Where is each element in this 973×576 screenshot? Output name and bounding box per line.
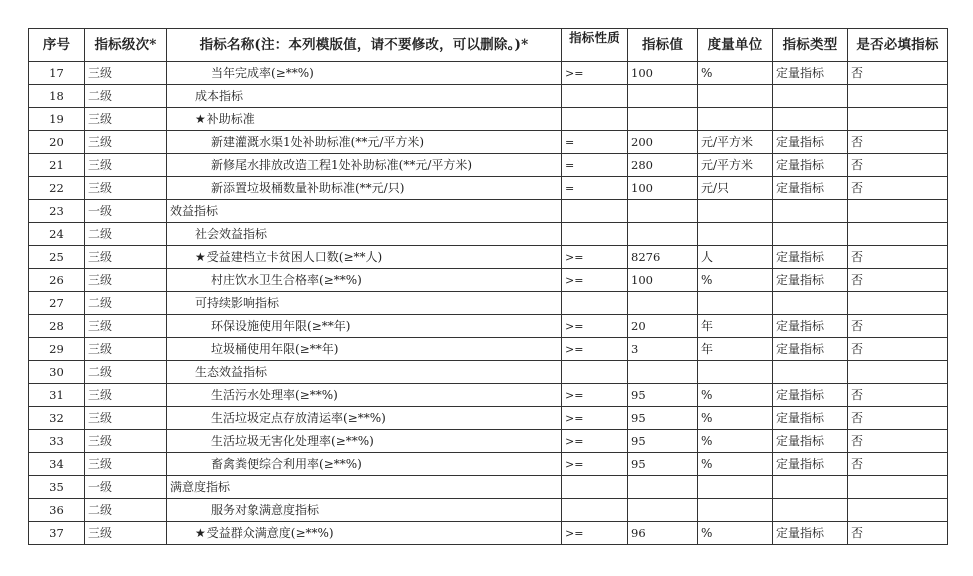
cell-type[interactable] bbox=[773, 292, 848, 315]
cell-type[interactable]: 定量指标 bbox=[773, 269, 848, 292]
cell-nature[interactable]: >= bbox=[562, 407, 628, 430]
cell-required[interactable] bbox=[848, 476, 948, 499]
indicator-name: 当年完成率(≥**%) bbox=[211, 65, 314, 80]
cell-level[interactable]: 一级 bbox=[85, 476, 167, 499]
header-level: 指标级次* bbox=[85, 29, 167, 62]
cell-value[interactable]: 100 bbox=[628, 62, 698, 85]
cell-required[interactable]: 否 bbox=[848, 154, 948, 177]
cell-type[interactable]: 定量指标 bbox=[773, 246, 848, 269]
cell-name[interactable] bbox=[167, 476, 562, 499]
cell-nature[interactable]: >= bbox=[562, 430, 628, 453]
table-row[interactable] bbox=[29, 177, 948, 200]
cell-type[interactable]: 定量指标 bbox=[773, 62, 848, 85]
table-row[interactable] bbox=[29, 430, 948, 453]
cell-nature[interactable]: >= bbox=[562, 384, 628, 407]
cell-no[interactable]: 26 bbox=[29, 269, 85, 292]
indicator-name: 生态效益指标 bbox=[195, 364, 268, 379]
cell-type[interactable]: 定量指标 bbox=[773, 131, 848, 154]
cell-name[interactable] bbox=[167, 338, 562, 361]
table-row[interactable] bbox=[29, 108, 948, 131]
cell-no[interactable]: 17 bbox=[29, 62, 85, 85]
indicator-name: 畜禽粪便综合利用率(≥**%) bbox=[211, 456, 362, 471]
header-nature: 指标性质 bbox=[562, 29, 628, 62]
cell-required[interactable] bbox=[848, 200, 948, 223]
cell-type[interactable]: 定量指标 bbox=[773, 315, 848, 338]
cell-level[interactable]: 三级 bbox=[85, 453, 167, 476]
cell-name[interactable] bbox=[167, 384, 562, 407]
cell-required[interactable]: 否 bbox=[848, 177, 948, 200]
indicator-name: 社会效益指标 bbox=[195, 226, 268, 241]
header-name: 指标名称(注：本列模版值，请不要修改，可以删除。)* bbox=[167, 29, 562, 62]
indicator-name: 生活污水处理率(≥**%) bbox=[211, 387, 338, 402]
indicator-name: 新添置垃圾桶数量补助标准(**元/只) bbox=[211, 180, 405, 195]
cell-required[interactable]: 否 bbox=[848, 246, 948, 269]
cell-value[interactable]: 95 bbox=[628, 384, 698, 407]
indicator-name: 村庄饮水卫生合格率(≥**%) bbox=[211, 272, 362, 287]
table-row[interactable] bbox=[29, 453, 948, 476]
cell-nature[interactable]: >= bbox=[562, 522, 628, 545]
cell-type[interactable]: 定量指标 bbox=[773, 177, 848, 200]
indicator-name: 垃圾桶使用年限(≥**年) bbox=[211, 341, 339, 356]
indicator-name: 受益群众满意度(≥**%) bbox=[206, 525, 334, 540]
cell-unit[interactable]: 年 bbox=[698, 315, 773, 338]
table-row[interactable] bbox=[29, 223, 948, 246]
cell-nature[interactable]: >= bbox=[562, 246, 628, 269]
cell-value[interactable] bbox=[628, 361, 698, 384]
indicator-name: 可持续影响指标 bbox=[195, 295, 280, 310]
cell-nature[interactable]: >= bbox=[562, 453, 628, 476]
cell-type[interactable]: 定量指标 bbox=[773, 384, 848, 407]
cell-name[interactable] bbox=[167, 62, 562, 85]
table-row[interactable] bbox=[29, 85, 948, 108]
table-row[interactable] bbox=[29, 476, 948, 499]
cell-no[interactable]: 34 bbox=[29, 453, 85, 476]
table-row[interactable] bbox=[29, 499, 948, 522]
cell-required[interactable]: 否 bbox=[848, 338, 948, 361]
cell-type[interactable]: 定量指标 bbox=[773, 453, 848, 476]
cell-value[interactable] bbox=[628, 223, 698, 246]
cell-name[interactable] bbox=[167, 85, 562, 108]
cell-value[interactable]: 96 bbox=[628, 522, 698, 545]
cell-no[interactable]: 18 bbox=[29, 85, 85, 108]
cell-name[interactable] bbox=[167, 246, 562, 269]
indicator-name: 生活垃圾定点存放清运率(≥**%) bbox=[211, 410, 386, 425]
cell-unit[interactable] bbox=[698, 200, 773, 223]
cell-level[interactable]: 二级 bbox=[85, 361, 167, 384]
cell-nature[interactable] bbox=[562, 223, 628, 246]
cell-type[interactable]: 定量指标 bbox=[773, 522, 848, 545]
cell-required[interactable]: 否 bbox=[848, 407, 948, 430]
cell-name[interactable] bbox=[167, 430, 562, 453]
cell-name[interactable] bbox=[167, 315, 562, 338]
cell-value[interactable] bbox=[628, 499, 698, 522]
cell-level[interactable]: 三级 bbox=[85, 384, 167, 407]
cell-unit[interactable] bbox=[698, 108, 773, 131]
cell-no[interactable]: 35 bbox=[29, 476, 85, 499]
cell-value[interactable]: 8276 bbox=[628, 246, 698, 269]
indicator-name: 环保设施使用年限(≥**年) bbox=[211, 318, 351, 333]
cell-level[interactable]: 三级 bbox=[85, 338, 167, 361]
cell-unit[interactable]: 元/平方米 bbox=[698, 131, 773, 154]
cell-required[interactable] bbox=[848, 499, 948, 522]
indicator-name: 成本指标 bbox=[195, 88, 244, 103]
cell-value[interactable]: 200 bbox=[628, 131, 698, 154]
cell-level[interactable]: 二级 bbox=[85, 85, 167, 108]
cell-nature[interactable]: >= bbox=[562, 338, 628, 361]
cell-required[interactable]: 否 bbox=[848, 315, 948, 338]
cell-name[interactable] bbox=[167, 269, 562, 292]
indicator-name: 效益指标 bbox=[170, 203, 219, 218]
cell-level[interactable]: 三级 bbox=[85, 62, 167, 85]
cell-unit[interactable] bbox=[698, 499, 773, 522]
table-body bbox=[29, 62, 948, 545]
cell-nature[interactable] bbox=[562, 200, 628, 223]
table-row[interactable] bbox=[29, 338, 948, 361]
table-row[interactable] bbox=[29, 407, 948, 430]
cell-level[interactable]: 三级 bbox=[85, 131, 167, 154]
header-required: 是否必填指标 bbox=[848, 29, 948, 62]
indicator-name: 服务对象满意度指标 bbox=[211, 502, 320, 517]
cell-value[interactable]: 95 bbox=[628, 430, 698, 453]
header-value: 指标值 bbox=[628, 29, 698, 62]
cell-unit[interactable]: % bbox=[698, 522, 773, 545]
header-unit: 度量单位 bbox=[698, 29, 773, 62]
cell-no[interactable]: 29 bbox=[29, 338, 85, 361]
cell-required[interactable] bbox=[848, 223, 948, 246]
cell-nature[interactable] bbox=[562, 292, 628, 315]
cell-nature[interactable]: = bbox=[562, 154, 628, 177]
cell-required[interactable]: 否 bbox=[848, 453, 948, 476]
cell-no[interactable]: 22 bbox=[29, 177, 85, 200]
cell-name[interactable] bbox=[167, 223, 562, 246]
indicator-name: 新修尾水排放改造工程1处补助标准(**元/平方米) bbox=[211, 157, 473, 172]
cell-required[interactable] bbox=[848, 361, 948, 384]
cell-value[interactable] bbox=[628, 476, 698, 499]
cell-level[interactable]: 三级 bbox=[85, 108, 167, 131]
cell-name[interactable] bbox=[167, 200, 562, 223]
cell-no[interactable]: 25 bbox=[29, 246, 85, 269]
cell-no[interactable]: 23 bbox=[29, 200, 85, 223]
cell-unit[interactable] bbox=[698, 223, 773, 246]
star-icon: ★ bbox=[195, 249, 206, 264]
cell-value[interactable]: 20 bbox=[628, 315, 698, 338]
cell-unit[interactable] bbox=[698, 292, 773, 315]
cell-unit[interactable] bbox=[698, 85, 773, 108]
cell-type[interactable] bbox=[773, 499, 848, 522]
star-icon: ★ bbox=[195, 111, 206, 126]
cell-required[interactable]: 否 bbox=[848, 62, 948, 85]
cell-value[interactable]: 100 bbox=[628, 177, 698, 200]
cell-value[interactable] bbox=[628, 108, 698, 131]
cell-required[interactable] bbox=[848, 85, 948, 108]
cell-nature[interactable] bbox=[562, 108, 628, 131]
cell-name[interactable] bbox=[167, 154, 562, 177]
indicator-table bbox=[28, 28, 948, 545]
cell-name[interactable] bbox=[167, 292, 562, 315]
cell-name[interactable] bbox=[167, 453, 562, 476]
table-row[interactable] bbox=[29, 315, 948, 338]
table-row[interactable] bbox=[29, 522, 948, 545]
cell-value[interactable]: 100 bbox=[628, 269, 698, 292]
cell-required[interactable]: 否 bbox=[848, 384, 948, 407]
cell-name[interactable] bbox=[167, 177, 562, 200]
cell-unit[interactable]: % bbox=[698, 407, 773, 430]
table-row[interactable] bbox=[29, 200, 948, 223]
cell-no[interactable]: 19 bbox=[29, 108, 85, 131]
cell-unit[interactable]: % bbox=[698, 384, 773, 407]
cell-required[interactable] bbox=[848, 108, 948, 131]
table-row[interactable] bbox=[29, 154, 948, 177]
table-row[interactable] bbox=[29, 246, 948, 269]
cell-unit[interactable] bbox=[698, 476, 773, 499]
cell-required[interactable]: 否 bbox=[848, 131, 948, 154]
cell-type[interactable] bbox=[773, 476, 848, 499]
cell-level[interactable]: 三级 bbox=[85, 522, 167, 545]
cell-value[interactable] bbox=[628, 85, 698, 108]
table-row[interactable] bbox=[29, 131, 948, 154]
table-row[interactable] bbox=[29, 62, 948, 85]
cell-no[interactable]: 37 bbox=[29, 522, 85, 545]
cell-nature[interactable]: >= bbox=[562, 62, 628, 85]
cell-level[interactable]: 三级 bbox=[85, 315, 167, 338]
cell-no[interactable]: 27 bbox=[29, 292, 85, 315]
cell-value[interactable]: 95 bbox=[628, 407, 698, 430]
indicator-sheet bbox=[28, 28, 948, 545]
cell-name[interactable] bbox=[167, 522, 562, 545]
table-row[interactable] bbox=[29, 269, 948, 292]
cell-no[interactable]: 28 bbox=[29, 315, 85, 338]
cell-name[interactable] bbox=[167, 131, 562, 154]
indicator-name: 补助标准 bbox=[206, 111, 255, 126]
table-row[interactable] bbox=[29, 292, 948, 315]
cell-nature[interactable]: = bbox=[562, 177, 628, 200]
cell-type[interactable]: 定量指标 bbox=[773, 430, 848, 453]
cell-required[interactable]: 否 bbox=[848, 430, 948, 453]
cell-value[interactable] bbox=[628, 200, 698, 223]
cell-required[interactable]: 否 bbox=[848, 269, 948, 292]
header-type: 指标类型 bbox=[773, 29, 848, 62]
indicator-name: 受益建档立卡贫困人口数(≥**人) bbox=[206, 249, 383, 264]
cell-name[interactable] bbox=[167, 499, 562, 522]
cell-type[interactable] bbox=[773, 200, 848, 223]
indicator-name: 新建灌溉水渠1处补助标准(**元/平方米) bbox=[211, 134, 425, 149]
cell-nature[interactable]: >= bbox=[562, 269, 628, 292]
cell-unit[interactable]: % bbox=[698, 453, 773, 476]
cell-name[interactable] bbox=[167, 361, 562, 384]
cell-level[interactable]: 三级 bbox=[85, 246, 167, 269]
cell-unit[interactable]: % bbox=[698, 62, 773, 85]
cell-unit[interactable]: 元/只 bbox=[698, 177, 773, 200]
cell-type[interactable] bbox=[773, 108, 848, 131]
cell-required[interactable]: 否 bbox=[848, 522, 948, 545]
cell-nature[interactable] bbox=[562, 499, 628, 522]
cell-unit[interactable]: 人 bbox=[698, 246, 773, 269]
cell-type[interactable] bbox=[773, 85, 848, 108]
cell-unit[interactable]: 年 bbox=[698, 338, 773, 361]
indicator-name: 生活垃圾无害化处理率(≥**%) bbox=[211, 433, 374, 448]
cell-name[interactable] bbox=[167, 407, 562, 430]
cell-unit[interactable]: 元/平方米 bbox=[698, 154, 773, 177]
table-row[interactable] bbox=[29, 361, 948, 384]
cell-level[interactable]: 二级 bbox=[85, 499, 167, 522]
cell-level[interactable]: 三级 bbox=[85, 407, 167, 430]
cell-value[interactable] bbox=[628, 292, 698, 315]
cell-type[interactable]: 定量指标 bbox=[773, 407, 848, 430]
cell-type[interactable]: 定量指标 bbox=[773, 154, 848, 177]
cell-no[interactable]: 21 bbox=[29, 154, 85, 177]
cell-level[interactable]: 三级 bbox=[85, 177, 167, 200]
cell-value[interactable]: 3 bbox=[628, 338, 698, 361]
cell-nature[interactable]: = bbox=[562, 131, 628, 154]
cell-type[interactable]: 定量指标 bbox=[773, 338, 848, 361]
cell-no[interactable]: 30 bbox=[29, 361, 85, 384]
cell-value[interactable]: 95 bbox=[628, 453, 698, 476]
cell-level[interactable]: 三级 bbox=[85, 430, 167, 453]
cell-no[interactable]: 32 bbox=[29, 407, 85, 430]
cell-unit[interactable] bbox=[698, 361, 773, 384]
cell-unit[interactable]: % bbox=[698, 269, 773, 292]
cell-no[interactable]: 36 bbox=[29, 499, 85, 522]
cell-value[interactable]: 280 bbox=[628, 154, 698, 177]
indicator-name: 满意度指标 bbox=[170, 479, 231, 494]
cell-level[interactable]: 二级 bbox=[85, 292, 167, 315]
cell-no[interactable]: 20 bbox=[29, 131, 85, 154]
cell-unit[interactable]: % bbox=[698, 430, 773, 453]
cell-no[interactable]: 24 bbox=[29, 223, 85, 246]
cell-level[interactable]: 二级 bbox=[85, 223, 167, 246]
cell-level[interactable]: 一级 bbox=[85, 200, 167, 223]
cell-no[interactable]: 31 bbox=[29, 384, 85, 407]
cell-level[interactable]: 三级 bbox=[85, 154, 167, 177]
cell-nature[interactable] bbox=[562, 361, 628, 384]
cell-nature[interactable] bbox=[562, 85, 628, 108]
cell-nature[interactable]: >= bbox=[562, 315, 628, 338]
cell-required[interactable] bbox=[848, 292, 948, 315]
cell-nature[interactable] bbox=[562, 476, 628, 499]
cell-no[interactable]: 33 bbox=[29, 430, 85, 453]
table-row[interactable] bbox=[29, 384, 948, 407]
cell-level[interactable]: 三级 bbox=[85, 269, 167, 292]
star-icon: ★ bbox=[195, 525, 206, 540]
header-no: 序号 bbox=[29, 29, 85, 62]
cell-name[interactable] bbox=[167, 108, 562, 131]
header-row bbox=[29, 29, 948, 62]
cell-type[interactable] bbox=[773, 361, 848, 384]
cell-type[interactable] bbox=[773, 223, 848, 246]
